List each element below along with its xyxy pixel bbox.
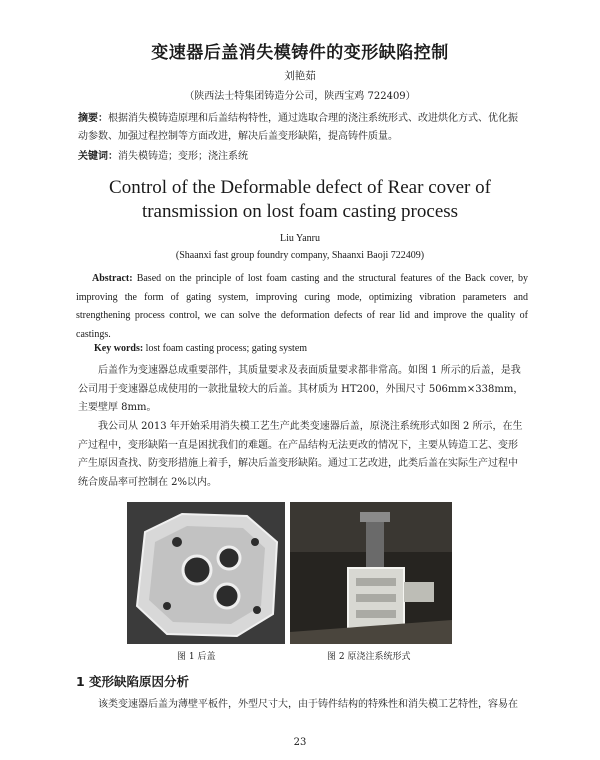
figure-1-caption: 图 1 后盖: [177, 652, 216, 662]
abstract-en: [76, 270, 528, 344]
affiliation-en: (Shaanxi fast group foundry company, Shaanxi Baoji 722409): [175, 250, 425, 261]
title-en-text: Control of the Deformable defect of Rear cover of transmission on lost foam casting process: [109, 177, 491, 222]
section-heading: 1 变形缺陷原因分析: [76, 674, 190, 689]
body-paragraph-2: 我公司从 2013 年开始采用消失模工艺生产此类变速器后盖，原浇注系统形式如图 2 所示，在生产过程中，变形缺陷一直是困扰我们的难题。在产品结构无法更改的情况下，主要从铸造工艺、变形产生原因查找、防变形措施上着手，解决后盖变形缺陷。通过工艺改进，此类后盖在实际生产过程中统合废品率可控制在 2%以内。: [78, 421, 523, 488]
figure-1-rear-cover-photo: [127, 502, 285, 644]
abstract-cn-text: 根据消失模铸造原理和后盖结构特性，通过选取合理的浇注系统形式、改进烘化方式、优化振动参数、加强过程控制等方面改进，解决后盖变形缺陷，提高铸件质量。: [78, 113, 518, 142]
figure-2-caption: 图 2 原浇注系统形式: [327, 652, 411, 662]
body-paragraph-3: 该类变速器后盖为薄壁平板件，外型尺寸大，由于铸件结构的特殊性和消失模工艺特性，容易在: [98, 699, 518, 710]
keywords-en: [94, 343, 307, 354]
abstract-cn: [78, 110, 526, 146]
figure-2-gating-system-photo: [290, 502, 452, 644]
page-number: 23: [293, 737, 307, 748]
abstract-cn-label: 摘要：: [78, 113, 108, 124]
abstract-en-text: Based on the principle of lost foam casting and the structural features of the Back cover, by improving the form of gating system, improving curing mode, optimizing vibration parameters and strengthening process control, we can solve the deformation defects of rear lid and improve the quality of castings.: [76, 273, 529, 340]
body-paragraph-1: 后盖作为变速器总成重要部件，其质量要求及表面质量要求都非常高。如图 1 所示的后盖，是我公司用于变速器总成使用的一款批量较大的后盖。其材质为 HT200，外围尺寸 506mm×338mm，主要壁厚 8mm。: [78, 365, 524, 413]
author-en: Liu Yanru: [279, 233, 320, 244]
keywords-cn-label: 关键词：: [78, 151, 118, 162]
author-cn: 刘艳茹: [284, 70, 316, 82]
keywords-cn: [78, 148, 526, 166]
keywords-en-text: lost foam casting process; gating system: [145, 343, 308, 354]
abstract-en-label: Abstract:: [92, 273, 133, 284]
keywords-en-label: Key words:: [94, 343, 144, 354]
title-cn: 变速器后盖消失模铸件的变形缺陷控制: [151, 43, 449, 63]
keywords-cn-text: 消失模铸造；变形；浇注系统: [118, 151, 248, 162]
rear-cover-illustration: [127, 502, 285, 644]
affiliation-cn: （陕西法士特集团铸造分公司，陕西宝鸡 722409）: [184, 91, 416, 102]
gating-system-illustration: [290, 502, 452, 644]
title-en: [0, 176, 600, 224]
